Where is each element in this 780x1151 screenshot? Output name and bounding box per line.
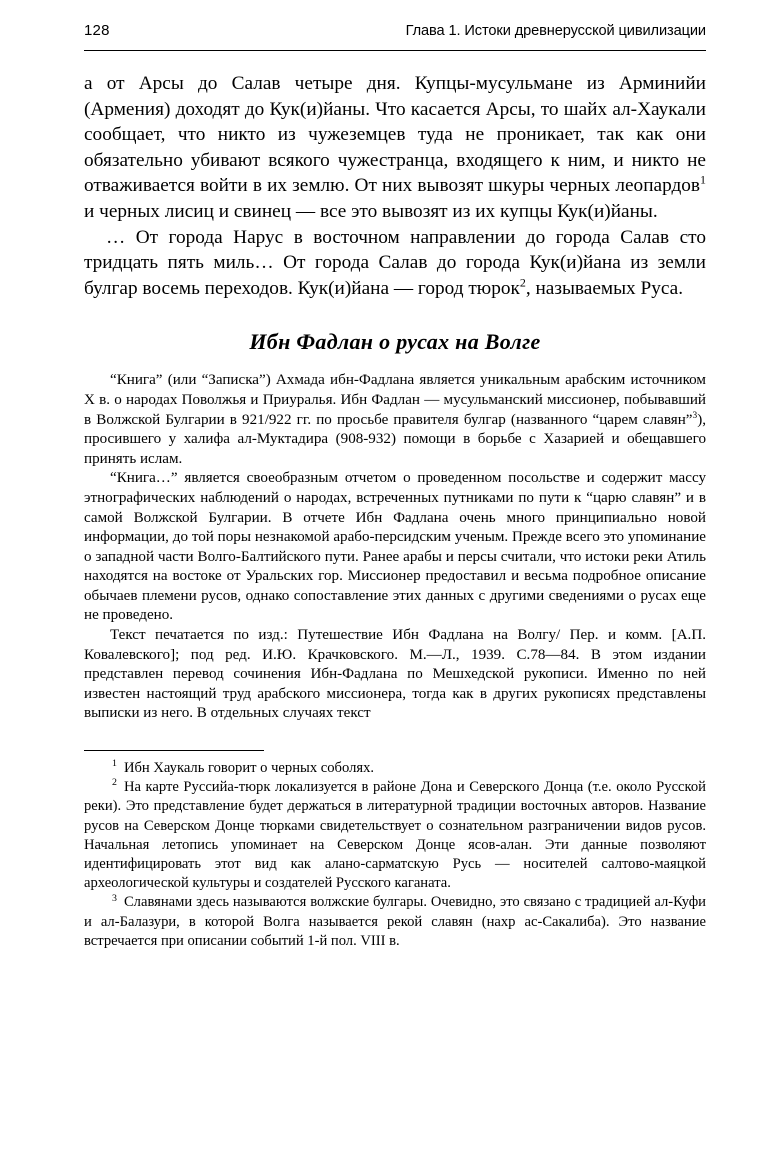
excerpt-paragraph-1 bbox=[84, 71, 706, 225]
commentary-paragraph-3: Текст печатается по изд.: Путешествие Ибн Фадлана на Волгу/ Пер. и комм. [А.П. Ковалевского]; под ред. И.Ю. Крачковского. М.—Л., 1939. С.78—84. В этом издании представлен перевод сочинения Ибн-Фадлана по Мешхедской рукописи. Именно по ней известен настоящий труд арабского миссионера, тогда как в других рукописях представлены выписки из него. В отдельных случаях текст bbox=[84, 627, 706, 722]
footnote-marker: 3 bbox=[112, 892, 117, 904]
excerpt-paragraph-2 bbox=[84, 225, 706, 302]
excerpt-paragraph-1-tail: и черных лисиц и свинец — все это вывозят из их купцы Кук(и)йаны. bbox=[84, 200, 658, 222]
commentary-paragraph-1 bbox=[84, 371, 706, 469]
header-divider bbox=[84, 50, 706, 51]
excerpt-paragraph-1-text: а от Арсы до Салав четыре дня. Купцы-мусульмане из Арминийи (Армения) доходят до Кук(и)йаны. Что касается Арсы, то шайх ал-Хаукали сообщает, что никто из чужеземцев туда не проникает, так как они обязательно убивают всякого чужестранца, входящего к ним, и никто не отваживается войти в их землю. От них вывозят шкуры черных леопардов bbox=[84, 73, 706, 197]
commentary-paragraph-1-tail: ), просившего у халифа ал-Муктадира (908-932) помощи в борьбе с Хазарией и обещавшего принять ислам. bbox=[84, 411, 706, 467]
footnote-item bbox=[84, 893, 706, 951]
footnote-marker: 2 bbox=[112, 777, 117, 789]
footnote-text: На карте Руссийа-тюрк локализуется в районе Дона и Северского Донца (т.е. около Русской реки). Это представление будет держаться в литературной традиции восточных авторов. Название русов на Северском Донце тюрками свидетельствует о сознательном разграничении видов русов. Начальная летопись упоминает на Северском Донце ясов-алан. Эти данные позволяют идентифицировать этот вид как алано-сарматскую Русь — носителей салтово-маяцкой археологической культуры и создателей Русского каганата. bbox=[84, 779, 706, 892]
commentary-paragraph-1-text: “Книга” (или “Записка”) Ахмада ибн-Фадлана является уникальным арабским источником X в. о народах Поволжья и Приуралья. Ибн Фадлан — мусульманский миссионер, побывавший в Волжской Булгарии в 921/922 гг. по просьбе правителя булгар (названного “царем славян” bbox=[84, 372, 706, 428]
footnote-divider bbox=[84, 750, 264, 751]
footnote-marker: 1 bbox=[112, 758, 117, 770]
main-excerpt bbox=[84, 71, 706, 301]
footnote-ref-2[interactable]: 2 bbox=[519, 275, 526, 290]
footnote-text: Славянами здесь называются волжские булгары. Очевидно, это связано с традицией ал-Куфи и ал-Балазури, в которой Волга называется рекой славян (нахр ас-Сакалиба). Это название встречается при описании событий 1-й пол. VIII в. bbox=[84, 894, 706, 949]
footnote-ref-3[interactable]: 3 bbox=[692, 410, 698, 421]
page-number: 128 bbox=[84, 22, 110, 39]
excerpt-paragraph-2-tail: , называемых Руса. bbox=[525, 277, 684, 299]
chapter-title: Глава 1. Истоки древнерусской цивилизации bbox=[405, 23, 706, 39]
commentary-body bbox=[84, 371, 706, 724]
page-header bbox=[84, 22, 706, 46]
footnote-item bbox=[84, 778, 706, 893]
footnote-ref-1[interactable]: 1 bbox=[700, 172, 706, 187]
footnote-text: Ибн Хаукаль говорит о черных соболях. bbox=[123, 760, 375, 777]
excerpt-paragraph-2-text: … От города Нарус в восточном направлении до города Салав сто тридцать пять миль… От города Салав до города Кук(и)йана из земли булгар восемь переходов. Кук(и)йана — город тюрок bbox=[84, 226, 706, 299]
footnote-item bbox=[84, 759, 706, 778]
section-title: Ибн Фадлан о русах на Волге bbox=[249, 329, 541, 355]
commentary-paragraph-2: “Книга…” является своеобразным отчетом о проведенном посольстве и содержит массу этнографических наблюдений о народах, встреченных путниками по пути к “царю славян” и в самой Волжской Булгарии. В отчете Ибн Фадлана очень много принципиально новой информации, до той поры незнакомой арабо-персидским ученым. Прежде всего это упоминание о западной части Волго-Балтийского пути. Ранее арабы и персы считали, что истоки реки Атиль находятся на востоке от Уральских гор. Миссионер предоставил и весьма подробное описание обычаев племени русов, однако сопоставление этих данных с другими сведениями о русах еще не проведено. bbox=[84, 470, 706, 624]
footnotes-section bbox=[84, 759, 706, 951]
